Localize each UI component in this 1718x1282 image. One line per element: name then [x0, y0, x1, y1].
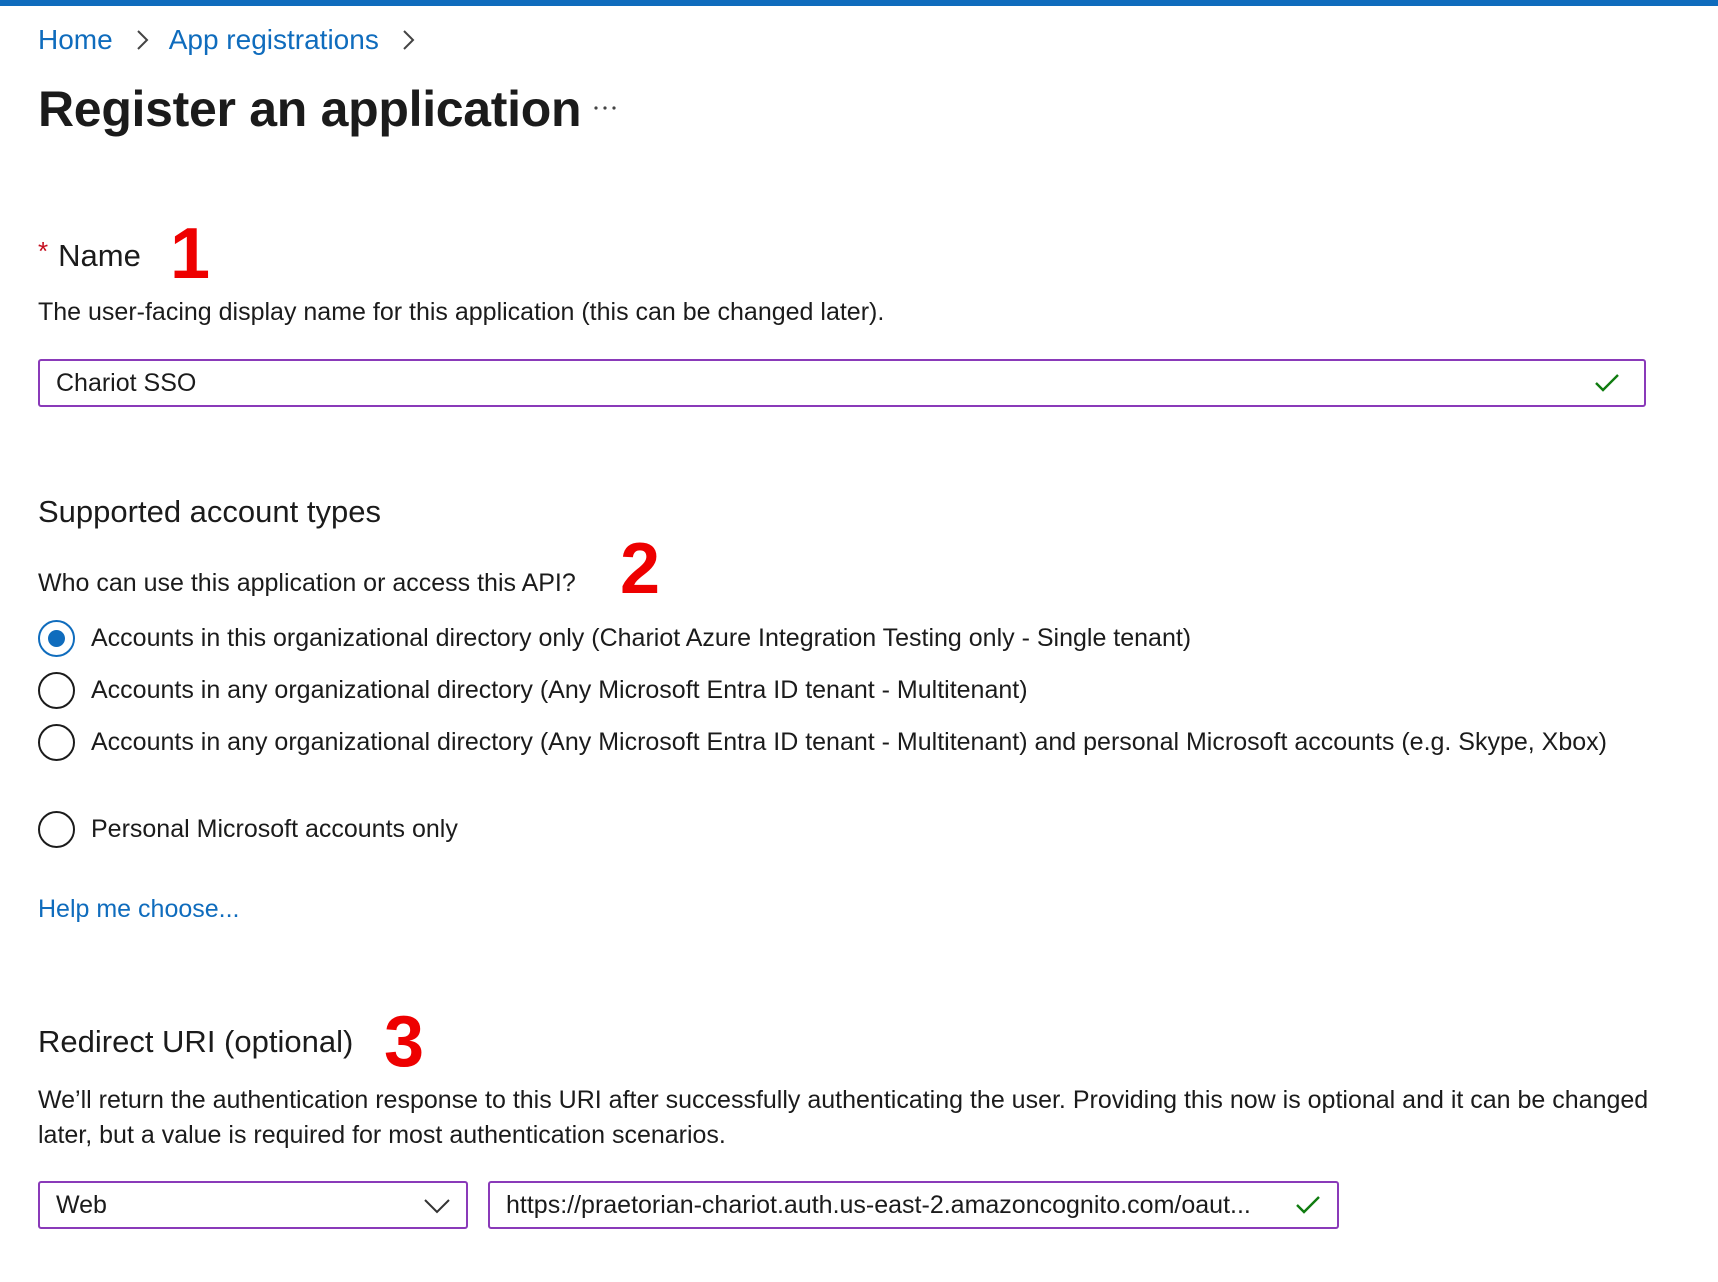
- annotation-1: 1: [170, 214, 211, 294]
- chevron-right-icon: [127, 25, 157, 55]
- name-input-value: Chariot SSO: [56, 368, 197, 397]
- radio-label: Personal Microsoft accounts only: [91, 815, 458, 843]
- account-type-option-multitenant-personal[interactable]: [38, 724, 1651, 761]
- breadcrumb: [38, 24, 435, 56]
- radio-label: Accounts in any organizational directory (Any Microsoft Entra ID tenant - Multitenant) and personal Microsoft accounts (e.g. Skype, Xbox): [91, 728, 1607, 756]
- radio-label: Accounts in this organizational directory only (Chariot Azure Integration Testing only - Single tenant): [91, 624, 1192, 652]
- redirect-uri-input[interactable]: [488, 1181, 1339, 1229]
- breadcrumb-app-registrations-link[interactable]: App registrations: [168, 24, 379, 55]
- more-horizontal-icon[interactable]: [590, 92, 620, 122]
- help-me-choose-link[interactable]: Help me choose...: [38, 895, 240, 923]
- account-type-option-single-tenant[interactable]: [38, 620, 1191, 657]
- chevron-down-icon: [422, 1190, 452, 1220]
- radio-label: Accounts in any organizational directory (Any Microsoft Entra ID tenant - Multitenant): [91, 676, 1028, 704]
- redirect-uri-heading: Redirect URI (optional): [38, 1024, 354, 1059]
- annotation-2: 2: [620, 529, 661, 609]
- required-marker: *: [38, 236, 49, 266]
- checkmark-icon: [1293, 1190, 1323, 1220]
- account-types-question: Who can use this application or access this API?: [38, 569, 576, 597]
- radio-button[interactable]: [38, 672, 75, 709]
- account-types-heading: Supported account types: [38, 494, 381, 529]
- checkmark-icon: [1592, 368, 1622, 398]
- name-label: [38, 236, 141, 274]
- name-label-text: Name: [58, 238, 141, 273]
- top-accent-bar: [0, 0, 1718, 6]
- page-title: Register an application: [38, 81, 582, 137]
- redirect-uri-description: We’ll return the authentication response to this URI after successfully authenticating the user. Providing this now is optional and it can be changed later, but a value is required for most authentication scenarios.: [38, 1086, 1649, 1149]
- radio-button[interactable]: [38, 724, 75, 761]
- name-description: The user-facing display name for this application (this can be changed later).: [38, 298, 885, 326]
- radio-button-selected[interactable]: [38, 620, 75, 657]
- radio-button[interactable]: [38, 811, 75, 848]
- platform-select[interactable]: [38, 1181, 468, 1229]
- account-type-option-multitenant[interactable]: [38, 672, 1028, 709]
- chevron-right-icon: [393, 25, 423, 55]
- name-input[interactable]: [38, 359, 1646, 407]
- breadcrumb-home-link[interactable]: Home: [38, 24, 113, 55]
- redirect-uri-input-value: https://praetorian-chariot.auth.us-east-2.amazoncognito.com/oaut...: [506, 1190, 1251, 1219]
- platform-select-value: Web: [56, 1190, 107, 1219]
- account-type-option-personal-only[interactable]: [38, 811, 458, 848]
- annotation-3: 3: [384, 1002, 425, 1082]
